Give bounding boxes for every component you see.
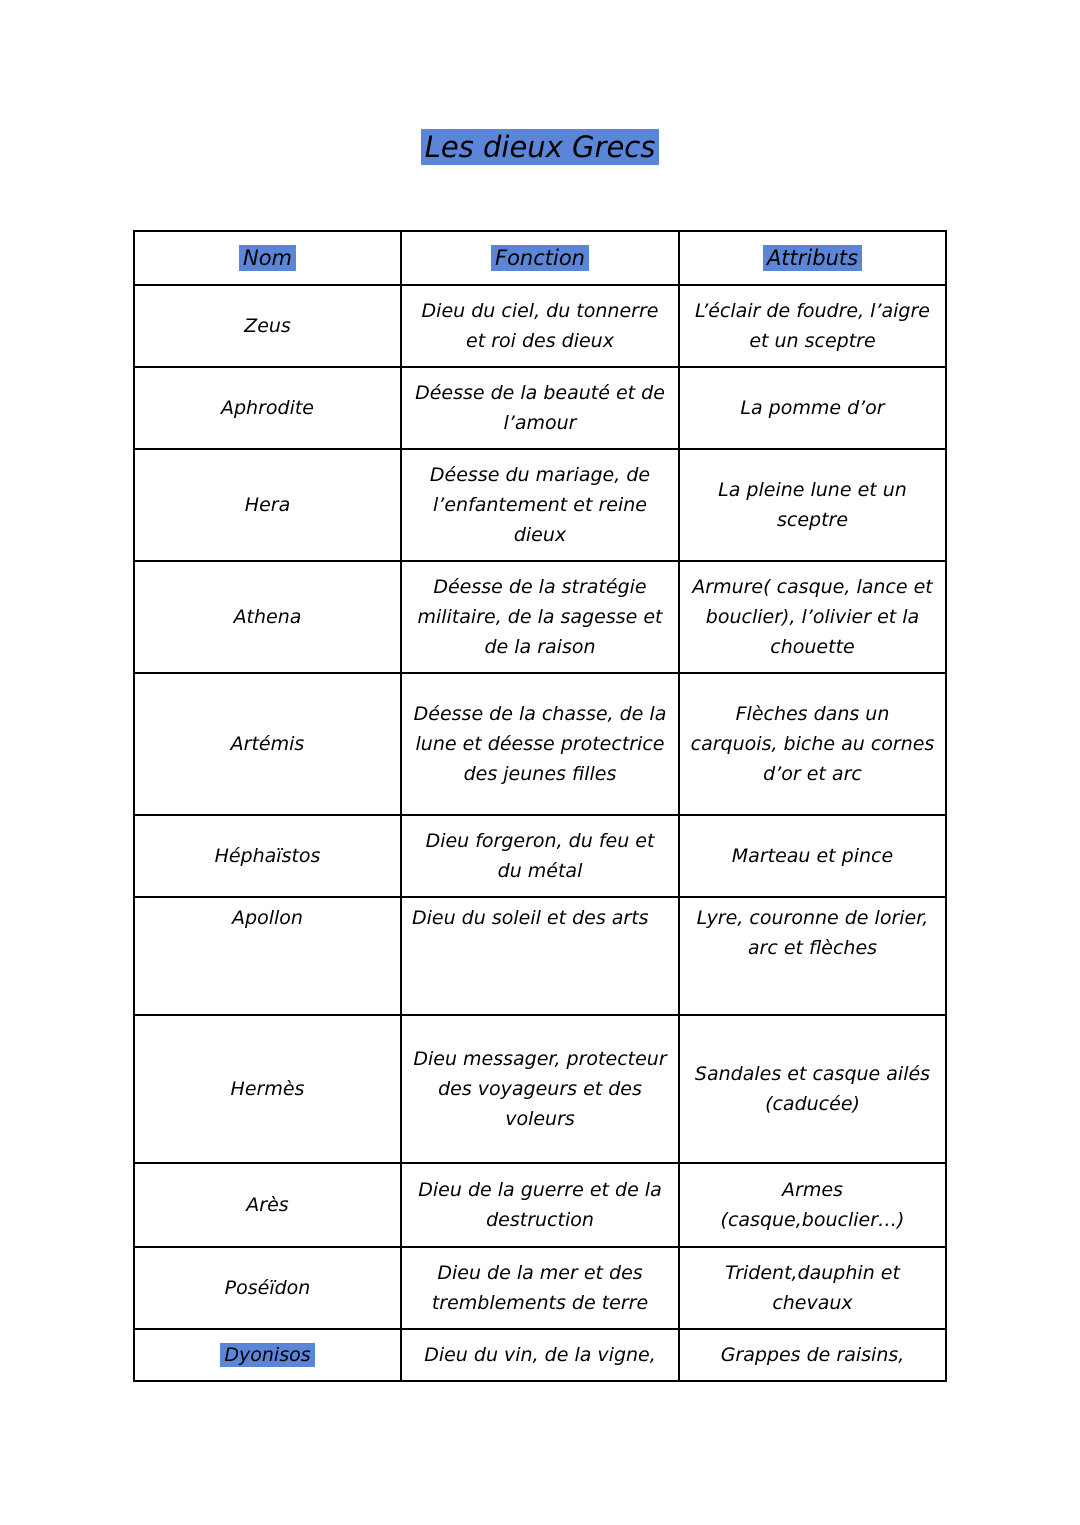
table-cell-text: Dyonisos	[220, 1343, 314, 1367]
table-cell	[134, 1329, 401, 1381]
table-cell-text: La pomme d’or	[740, 397, 885, 419]
table-cell	[679, 897, 946, 1015]
table-cell-text: Zeus	[244, 315, 291, 337]
column-header	[401, 231, 679, 285]
column-header-text: Attributs	[763, 245, 862, 271]
table-cell	[679, 285, 946, 367]
table-cell-text: Athena	[233, 606, 302, 628]
table-cell-text: Artémis	[230, 733, 305, 755]
table-row	[134, 561, 946, 673]
table-cell	[679, 449, 946, 561]
table-cell-text: Aphrodite	[220, 397, 314, 419]
table-row	[134, 1015, 946, 1163]
table-cell	[134, 897, 401, 1015]
table-cell	[401, 285, 679, 367]
title-wrap	[0, 0, 1080, 164]
table-row	[134, 1163, 946, 1247]
header-row	[134, 231, 946, 285]
table-cell-text: Lyre, couronne de lorier, arc et flèches	[696, 907, 929, 959]
table-cell-text: Dieu du soleil et des arts	[412, 907, 649, 929]
table-cell-text: Hermès	[230, 1078, 305, 1100]
page-title-text: Les dieux Grecs	[421, 129, 660, 165]
table-cell-text: Marteau et pince	[731, 845, 894, 867]
table-cell	[134, 449, 401, 561]
table-cell	[401, 1247, 679, 1329]
table-cell	[401, 897, 679, 1015]
table-cell	[401, 561, 679, 673]
column-header	[679, 231, 946, 285]
table-cell	[134, 673, 401, 815]
table-cell	[401, 815, 679, 897]
table-cell	[401, 1015, 679, 1163]
table-cell	[401, 367, 679, 449]
table-cell-text: Poséïdon	[224, 1277, 311, 1299]
table-cell	[679, 1329, 946, 1381]
table-cell	[679, 1247, 946, 1329]
table-cell-text: Déesse de la stratégie militaire, de la sagesse et de la raison	[417, 576, 663, 658]
table-cell	[134, 285, 401, 367]
table-row	[134, 815, 946, 897]
table-cell	[134, 1163, 401, 1247]
table-cell-text: Dieu du ciel, du tonnerre et roi des dieux	[421, 300, 659, 352]
table-row	[134, 1247, 946, 1329]
table-row	[134, 367, 946, 449]
table-row	[134, 285, 946, 367]
table-cell-text: Hera	[244, 494, 291, 516]
table-cell	[134, 561, 401, 673]
table-cell	[679, 673, 946, 815]
table-cell	[401, 673, 679, 815]
table-row	[134, 449, 946, 561]
table-cell	[401, 1163, 679, 1247]
column-header-text: Fonction	[491, 245, 589, 271]
table-cell	[679, 561, 946, 673]
table-cell	[134, 815, 401, 897]
table-cell-text: Armure( casque, lance et bouclier), l’olivier et la chouette	[692, 576, 933, 658]
table-cell-text: Flèches dans un carquois, biche au cornes d’or et arc	[690, 703, 935, 785]
table-cell-text: Déesse du mariage, de l’enfantement et reine dieux	[429, 464, 651, 546]
table-row	[134, 897, 946, 1015]
table-cell-text: Dieu messager, protecteur des voyageurs et des voleurs	[413, 1048, 667, 1130]
table-cell	[679, 1163, 946, 1247]
table-cell-text: Apollon	[232, 907, 303, 929]
table-cell	[401, 1329, 679, 1381]
table-row	[134, 673, 946, 815]
table-cell-text: Dieu forgeron, du feu et du métal	[425, 830, 655, 882]
page-title	[421, 130, 660, 164]
table-cell	[679, 815, 946, 897]
table-cell-text: L’éclair de foudre, l’aigre et un sceptre	[695, 300, 930, 352]
table-cell-text: Trident,dauphin et chevaux	[725, 1262, 900, 1314]
column-header-text: Nom	[239, 245, 296, 271]
table-cell	[679, 1015, 946, 1163]
table-cell-text: Dieu du vin, de la vigne,	[424, 1344, 656, 1366]
table-cell-text: La pleine lune et un sceptre	[718, 479, 907, 531]
table-cell-text: Sandales et casque ailés (caducée)	[694, 1063, 931, 1115]
table-cell-text: Armes (casque,bouclier…)	[720, 1179, 905, 1231]
table-cell-text: Déesse de la chasse, de la lune et déesse protectrice des jeunes filles	[413, 703, 667, 785]
table-cell	[134, 1015, 401, 1163]
table-cell	[134, 1247, 401, 1329]
table-cell-text: Arès	[246, 1194, 289, 1216]
table-row	[134, 1329, 946, 1381]
table-cell	[134, 367, 401, 449]
table-cell-text: Grappes de raisins,	[720, 1344, 905, 1366]
table-cell-text: Dieu de la guerre et de la destruction	[418, 1179, 662, 1231]
gods-table	[133, 230, 947, 1382]
table-cell-text: Dieu de la mer et des tremblements de terre	[431, 1262, 649, 1314]
table-cell	[679, 367, 946, 449]
table-cell-text: Déesse de la beauté et de l’amour	[415, 382, 665, 434]
table-cell	[401, 449, 679, 561]
column-header	[134, 231, 401, 285]
table-cell-text: Héphaïstos	[214, 845, 321, 867]
